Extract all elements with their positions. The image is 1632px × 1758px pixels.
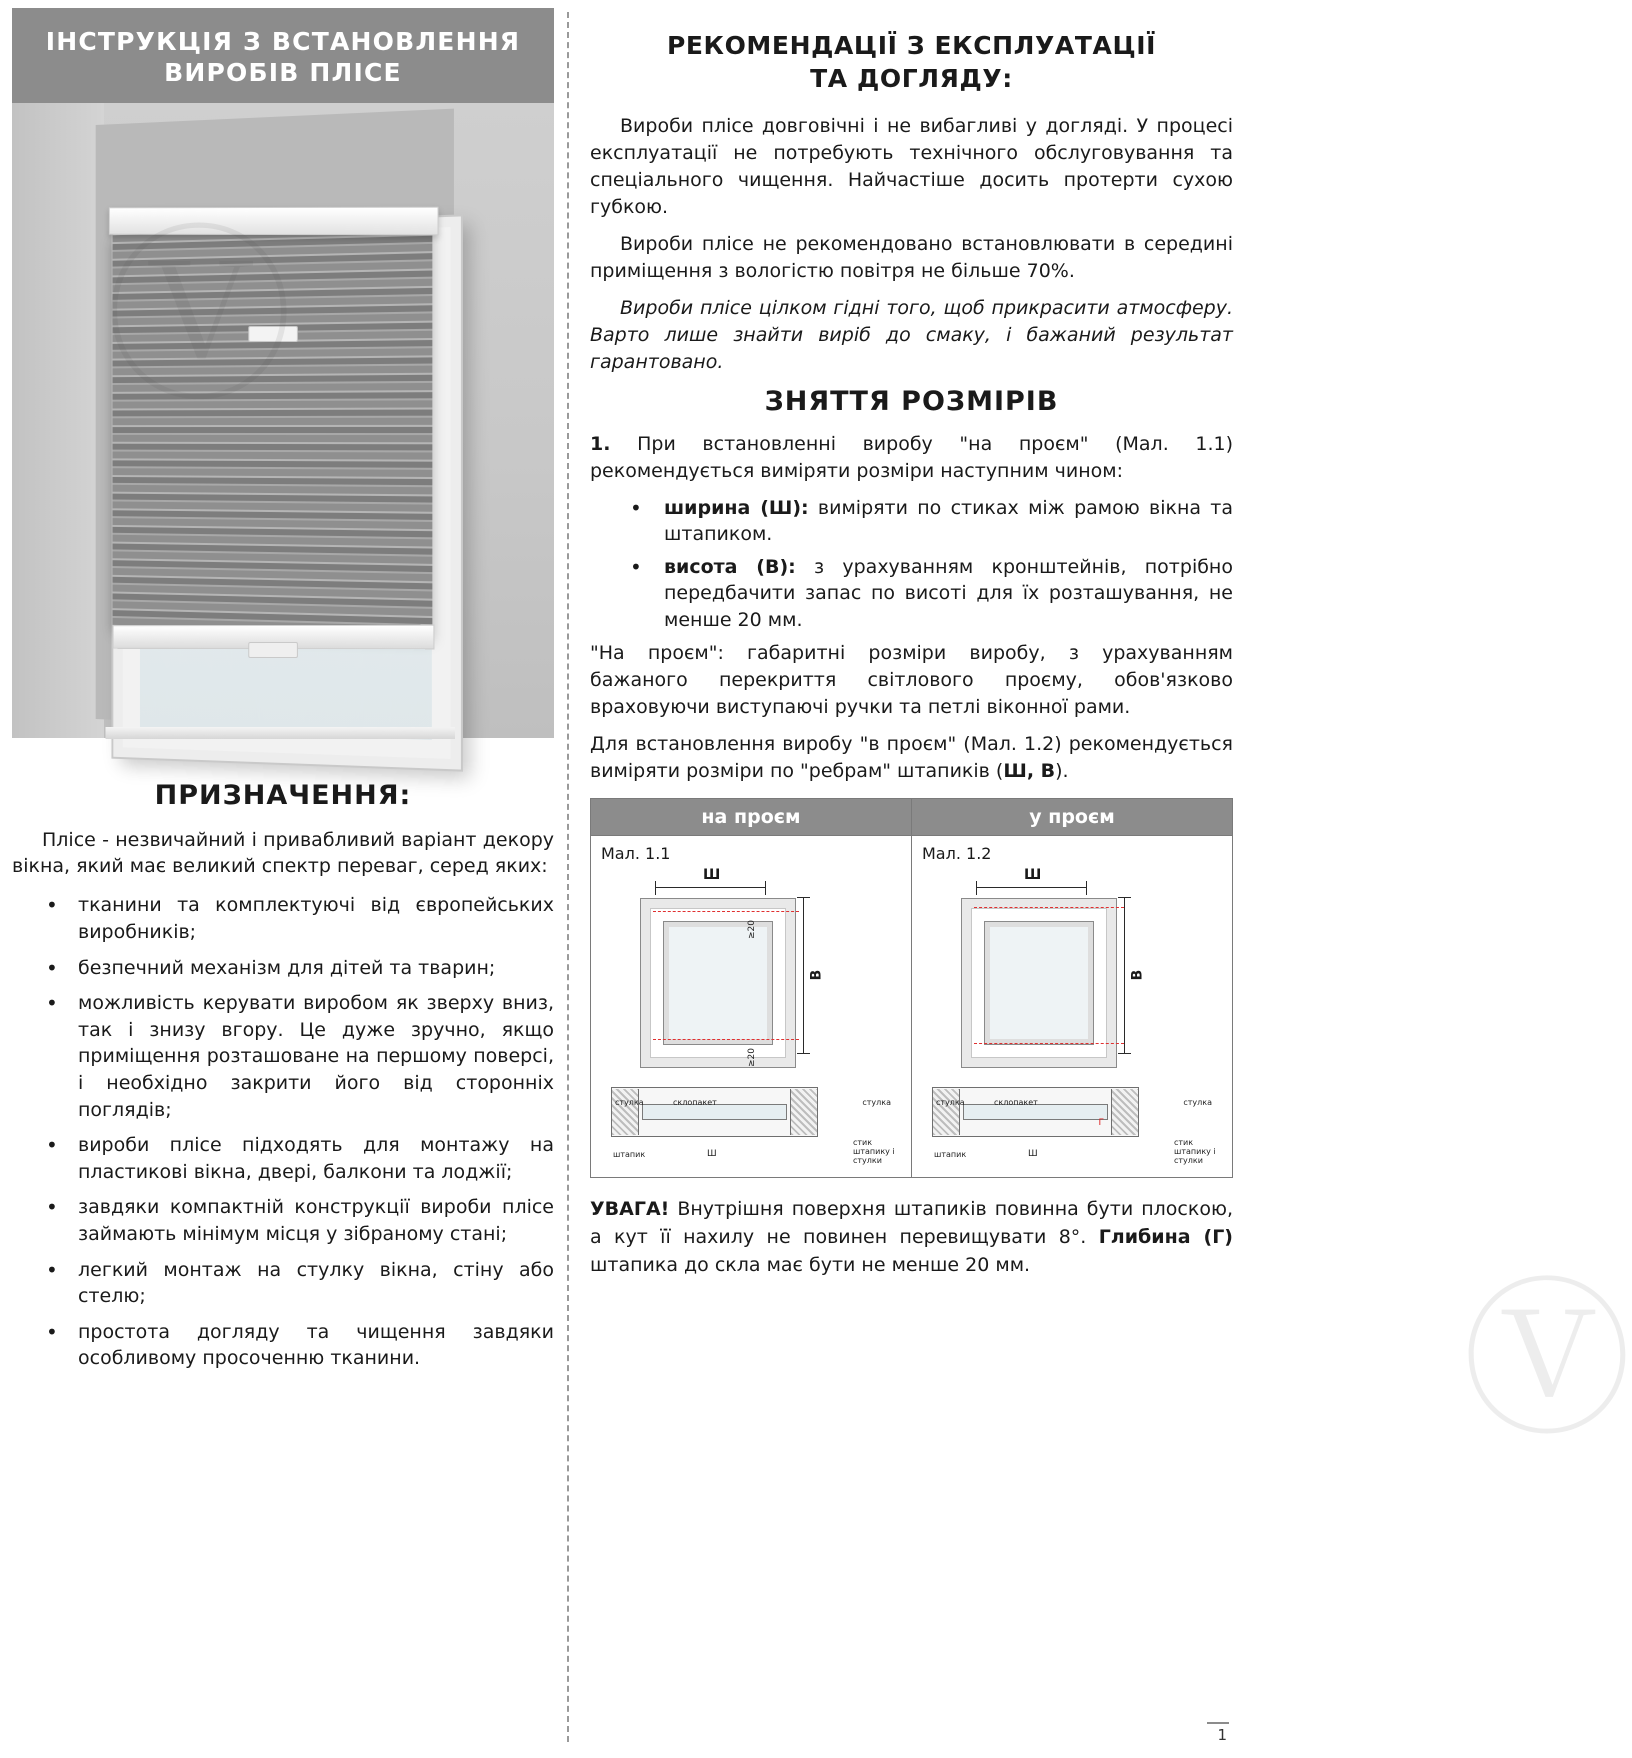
care-paragraph-3: Вироби пліcе цілком гідні того, щоб прикрасити атмосферу. Варто лише знайти виріб до смаку, і бажаний результат гарантовано.: [590, 296, 1233, 373]
figure-height-dim-line: [803, 897, 804, 1053]
figure-header: у проєм: [912, 799, 1232, 836]
photo-window-sill: [105, 726, 455, 738]
figure-width-tick-right: [1086, 881, 1087, 895]
figure-height-tick-top: [797, 897, 810, 898]
figure-window-sash: [664, 922, 772, 1044]
care-heading-line-2: ТА ДОГЛЯДУ:: [810, 63, 1013, 93]
figure-height-tick-bottom: [797, 1053, 810, 1054]
photo-pleated-blind: [113, 226, 433, 635]
document-title-band: [12, 8, 554, 103]
list-item: [590, 554, 1233, 634]
figure-hatch-right: [1111, 1089, 1138, 1135]
list-item: • вироби пліcе підходять для монтажу на пластикові вікна, двері, балкони та лоджії;: [12, 1132, 554, 1185]
figure-label: Мал. 1.1: [601, 844, 671, 864]
list-item: • легкий монтаж на стулку вікна, стіну або стелю;: [12, 1257, 554, 1310]
care-heading-line-1: РЕКОМЕНДАЦІЇ З ЕКСПЛУАТАЦІЇ: [666, 31, 1157, 60]
figure-height-tick-bottom: [1118, 1053, 1131, 1054]
figure-width-label: Ш: [1024, 867, 1042, 884]
measure-step-number: 1.: [590, 432, 611, 455]
watermark-icon: Ⓥ: [1462, 1262, 1632, 1460]
figure-table: [590, 798, 1233, 1178]
figure-height-label: В: [1129, 970, 1146, 981]
left-column: [12, 8, 554, 1748]
figure-note-sash-right: стулка: [1183, 1098, 1212, 1108]
figure-red-guide-top: [653, 911, 799, 912]
list-item: • тканини та комплектуючі від європейських виробників;: [12, 892, 554, 945]
photo-bottom-grip: [248, 641, 298, 657]
figure-note-sash-left: стулка: [615, 1098, 644, 1108]
figure-note-shtapik: штапик: [934, 1150, 967, 1160]
figure-height-dim-line: [1124, 897, 1125, 1053]
figure-hatch-right: [790, 1089, 817, 1135]
measure-paragraph-2: "На проєм": габаритні розміри виробу, з урахуванням бажаного перекриття світлового проєму, обов'язково враховуючи виступаючі ручки та петлі віконної рами.: [590, 641, 1233, 718]
measure-paragraph-3-bold: Ш, В: [1003, 759, 1056, 782]
figure-drawing: [597, 867, 905, 1167]
warning-bold: Глибина (Г): [1098, 1226, 1233, 1249]
measure-item-text: виміряти по стиках між рамою вікна та штапиком.: [664, 496, 1233, 546]
care-heading: [590, 30, 1233, 95]
figure-window-frame: [962, 899, 1116, 1067]
figure-red-guide-top: [974, 907, 1124, 908]
warning-text-a: Внутрішня поверхня штапиків повинна бути плоскою, а кут її нахилу не повинен перевищувати 8°.: [590, 1198, 1233, 1249]
figure-note-sash-left: стулка: [936, 1098, 965, 1108]
title-line-2: ВИРОБІВ ПЛІСЕ: [164, 58, 402, 88]
list-item: • завдяки компактній конструкції вироби пліcе займають мінімум місця у зібраному стані;: [12, 1194, 554, 1247]
title-line-1: ІНСТРУКЦІЯ З ВСТАНОВЛЕННЯ: [45, 27, 521, 56]
figure-hatch-left: [612, 1089, 639, 1135]
figure-window-sash: [985, 922, 1093, 1044]
page-number: 1: [1217, 1726, 1227, 1744]
column-divider: [567, 12, 569, 1742]
warning-paragraph: [590, 1196, 1233, 1279]
list-item: [590, 495, 1233, 548]
figure-note-bottom-width: Ш: [707, 1149, 717, 1160]
measure-paragraph-3-a: Для встановлення виробу "в проєм" (Мал. 1.2) рекомендується виміряти розміри по "ребрам" штапиків (: [590, 732, 1233, 782]
figure-width-tick-right: [765, 881, 766, 895]
measure-heading: ЗНЯТТЯ РОЗМІРІВ: [764, 385, 1059, 417]
photo-wall: [12, 103, 104, 738]
figure-cell-na-proem: [591, 799, 912, 1177]
product-photo: [12, 103, 554, 738]
figure-note-joint: стик штапику і стулки: [1174, 1138, 1216, 1165]
figure-height-tick-top: [1118, 897, 1131, 898]
figure-width-tick-left: [976, 881, 977, 895]
warning-text-b: штапика до скла має бути не менше 20 мм.: [590, 1253, 1031, 1276]
purpose-list: [12, 892, 554, 1372]
figure-cell-u-proem: [912, 799, 1232, 1177]
measure-item-text: з урахуванням кронштейнів, потрібно передбачити запас по висоті для їх розташування, не менше 20 мм.: [664, 555, 1233, 632]
right-column: [590, 8, 1632, 1748]
page-number-rule: [1207, 1722, 1229, 1724]
care-paragraph-2: Вироби пліcе не рекомендовано встановлювати в середині приміщення з вологістю повітря не більше 70%.: [590, 232, 1233, 282]
photo-upper-grip: [248, 325, 298, 341]
figure-height-label: В: [808, 970, 825, 981]
figure-gap-bottom-label: ≥20: [747, 1048, 757, 1068]
measure-paragraph-3-c: ).: [1055, 759, 1069, 782]
figure-header: на проєм: [591, 799, 911, 836]
measure-paragraph-3: [590, 731, 1233, 785]
figure-cross-section: [932, 1087, 1139, 1137]
figure-note-shtapik: штапик: [613, 1150, 646, 1160]
figure-hatch-left: [933, 1089, 960, 1135]
measure-intro-text: При встановленні виробу "на проєм" (Мал. 1.1) рекомендується виміряти розміри наступним чином:: [590, 432, 1233, 482]
warning-label: УВАГА!: [590, 1198, 670, 1221]
figure-red-guide-bottom: [974, 1043, 1124, 1044]
photo-headrail: [109, 206, 439, 235]
figure-red-guide-bottom: [653, 1039, 799, 1040]
figure-note-glass: склопакет: [673, 1098, 717, 1108]
list-item: • можливість керувати виробом як зверху вниз, так і знизу вгору. Це дуже зручно, якщо приміщення розташоване на першому поверсі, і необхідно закрити його від сторонніх поглядів;: [12, 990, 554, 1123]
figure-note-sash-right: стулка: [862, 1098, 891, 1108]
figure-note-bottom-width: Ш: [1028, 1149, 1038, 1160]
figure-gap-top-label: ≥20: [747, 920, 757, 940]
figure-label: Мал. 1.2: [922, 844, 992, 864]
figure-window-frame: [641, 899, 795, 1067]
figure-note-glass: склопакет: [994, 1098, 1038, 1108]
figure-drawing: [918, 867, 1226, 1167]
purpose-intro: Пліcе - незвичайний і привабливий варіант декору вікна, який має великий спектр переваг, серед яких:: [12, 828, 554, 878]
purpose-heading: ПРИЗНАЧЕННЯ:: [154, 779, 412, 811]
measure-item-label: висота (В):: [664, 555, 796, 578]
figure-width-label: Ш: [703, 867, 721, 884]
figure-width-dim-line: [976, 887, 1086, 888]
figure-width-dim-line: [655, 887, 765, 888]
list-item: • безпечний механізм для дітей та тварин;: [12, 955, 554, 982]
figure-width-tick-left: [655, 881, 656, 895]
measure-item-label: ширина (Ш):: [664, 496, 809, 519]
figure-depth-label: Г: [1098, 1118, 1104, 1129]
measure-list: [590, 495, 1233, 634]
figure-note-joint: стик штапику і стулки: [853, 1138, 895, 1165]
measure-intro: [590, 431, 1233, 485]
care-paragraph-1: Вироби пліcе довговічні і не вибагливі у догляді. У процесі експлуатації не потребують технічного обслуговування та спеціального чищення. Найчастіше досить протерти сухою губкою.: [590, 115, 1233, 218]
list-item: • простота догляду та чищення завдяки особливому просоченню тканини.: [12, 1319, 554, 1372]
figure-cross-section: [611, 1087, 818, 1137]
